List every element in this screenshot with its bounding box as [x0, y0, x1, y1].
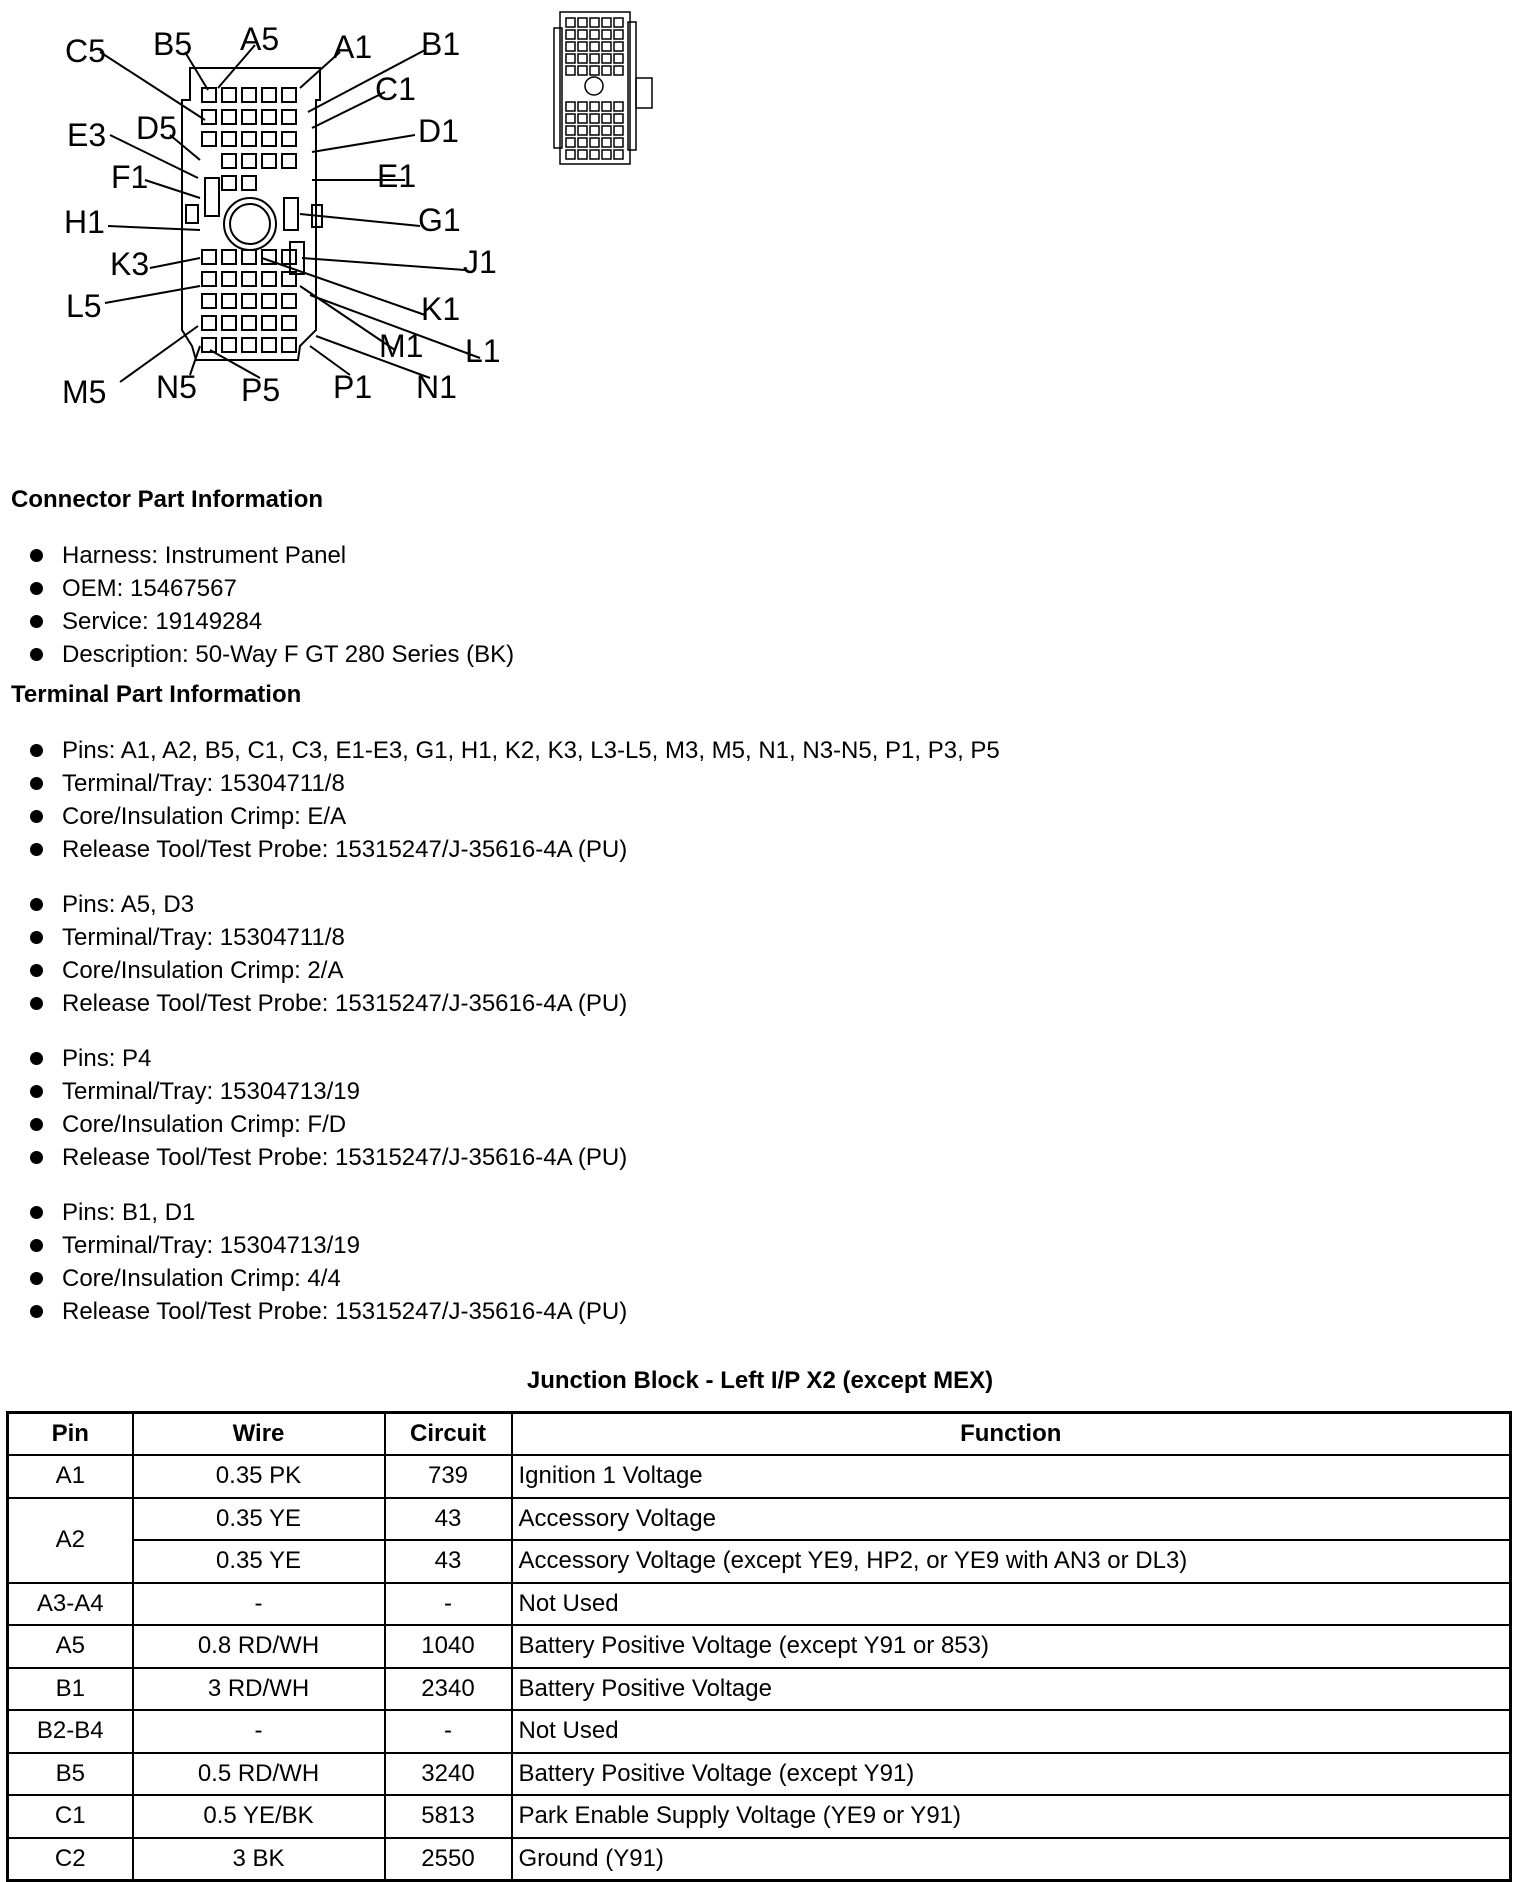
wire-cell: - [133, 1710, 385, 1753]
pin-label: P1 [333, 369, 373, 405]
pin-label: L1 [465, 333, 501, 369]
pin-label: K3 [110, 246, 150, 282]
pinout-table [6, 1411, 1512, 1882]
pin-label: F1 [111, 159, 149, 195]
function-cell: Accessory Voltage (except YE9, HP2, or YE9 with AN3 or DL3) [512, 1540, 1511, 1583]
table-row [8, 1753, 1511, 1796]
terminal-cavity [202, 338, 216, 352]
pin-label: C1 [375, 71, 416, 107]
circuit-cell: 43 [385, 1498, 512, 1541]
table-header-row [8, 1413, 1511, 1456]
terminal-cavity [242, 272, 256, 286]
wire-cell: 0.35 YE [133, 1498, 385, 1541]
connector-thumbnail [552, 8, 662, 170]
thumb-cavity [578, 30, 587, 39]
list-item: Terminal/Tray: 15304713/19 [30, 1229, 627, 1262]
circuit-cell: 3240 [385, 1753, 512, 1796]
function-cell: Battery Positive Voltage (except Y91) [512, 1753, 1511, 1796]
terminal-cavity [242, 338, 256, 352]
terminal-cavity [202, 88, 216, 102]
thumb-cavity [590, 102, 599, 111]
thumb-cavity [590, 66, 599, 75]
pin-cell: C1 [8, 1795, 133, 1838]
thumb-cavity [578, 102, 587, 111]
terminal-cavity [282, 338, 296, 352]
pin-label: M1 [379, 328, 424, 364]
terminal-cavity [202, 272, 216, 286]
list-item: Pins: A1, A2, B5, C1, C3, E1-E3, G1, H1, K2, K3, L3-L5, M3, M5, N1, N3-N5, P1, P3, P5 [30, 734, 1000, 767]
table-row [8, 1795, 1511, 1838]
thumb-cavity [602, 42, 611, 51]
pin-cell: A2 [8, 1498, 133, 1583]
wire-cell: 3 BK [133, 1838, 385, 1881]
list-item: Release Tool/Test Probe: 15315247/J-35616-4A (PU) [30, 987, 627, 1020]
circuit-cell: - [385, 1710, 512, 1753]
pin-label: A1 [333, 29, 373, 65]
header-circuit: Circuit [385, 1413, 512, 1456]
thumb-cavity [614, 66, 623, 75]
thumb-cavity [566, 66, 575, 75]
terminal-cavity [222, 176, 236, 190]
terminal-cavity [222, 250, 236, 264]
thumb-cavity [602, 150, 611, 159]
wire-cell: 0.8 RD/WH [133, 1625, 385, 1668]
list-item: Core/Insulation Crimp: 4/4 [30, 1262, 627, 1295]
table-row [8, 1668, 1511, 1711]
thumb-cavity [590, 18, 599, 27]
thumb-cavity [602, 66, 611, 75]
terminal-cavity [242, 176, 256, 190]
list-item: Pins: B1, D1 [30, 1196, 627, 1229]
terminal-cavity [262, 294, 276, 308]
list-item: Terminal/Tray: 15304713/19 [30, 1075, 627, 1108]
pin-label: D5 [136, 110, 177, 146]
thumb-cavity [578, 18, 587, 27]
terminal-cavity [282, 294, 296, 308]
thumb-cavity [566, 18, 575, 27]
terminal-group-3 [30, 1042, 627, 1174]
terminal-cavity [282, 154, 296, 168]
circuit-cell: 1040 [385, 1625, 512, 1668]
thumb-cavity [614, 114, 623, 123]
terminal-cavity [282, 110, 296, 124]
thumb-cavity [590, 138, 599, 147]
terminal-cavity [222, 338, 236, 352]
terminal-cavity [282, 316, 296, 330]
thumb-cavity [614, 54, 623, 63]
pin-label: K1 [421, 291, 461, 327]
thumb-cavity [590, 114, 599, 123]
list-item: Release Tool/Test Probe: 15315247/J-35616-4A (PU) [30, 1141, 627, 1174]
pin-cell: B1 [8, 1668, 133, 1711]
pin-label: J1 [463, 244, 497, 280]
pin-label: E3 [67, 117, 107, 153]
pin-label: B5 [153, 26, 193, 62]
thumb-cavity [602, 138, 611, 147]
list-item: Terminal/Tray: 15304711/8 [30, 767, 1000, 800]
terminal-cavity [202, 294, 216, 308]
terminal-cavity [282, 88, 296, 102]
table-row [8, 1583, 1511, 1626]
wire-cell: - [133, 1583, 385, 1626]
wire-cell: 3 RD/WH [133, 1668, 385, 1711]
function-cell: Accessory Voltage [512, 1498, 1511, 1541]
thumb-cavity [602, 30, 611, 39]
terminal-cavity [262, 88, 276, 102]
wire-cell: 0.5 YE/BK [133, 1795, 385, 1838]
list-item: Release Tool/Test Probe: 15315247/J-35616-4A (PU) [30, 833, 1000, 866]
table-title: Junction Block - Left I/P X2 (except MEX) [526, 1367, 994, 1394]
list-item: Harness: Instrument Panel [30, 539, 514, 572]
table-row [8, 1455, 1511, 1498]
terminal-cavity [262, 110, 276, 124]
terminal-cavity [222, 316, 236, 330]
header-function: Function [512, 1413, 1511, 1456]
list-item: Service: 19149284 [30, 605, 514, 638]
pin-cell: B2-B4 [8, 1710, 133, 1753]
thumb-cavity [602, 18, 611, 27]
list-item: OEM: 15467567 [30, 572, 514, 605]
thumb-cavity [590, 42, 599, 51]
thumb-cavity [590, 30, 599, 39]
connector-part-heading: Connector Part Information [11, 486, 324, 513]
thumb-cavity [578, 66, 587, 75]
thumb-cavity [614, 126, 623, 135]
table-row [8, 1625, 1511, 1668]
thumb-cavity [566, 150, 575, 159]
pin-cell: C2 [8, 1838, 133, 1881]
circuit-cell: 2550 [385, 1838, 512, 1881]
terminal-cavity [282, 132, 296, 146]
connector-part-list [30, 539, 514, 671]
table-row [8, 1838, 1511, 1881]
terminal-cavity [202, 316, 216, 330]
list-item: Core/Insulation Crimp: F/D [30, 1108, 627, 1141]
pin-label: N1 [416, 369, 457, 405]
pin-label: A5 [240, 21, 280, 57]
thumb-cavity [566, 102, 575, 111]
pin-label: N5 [156, 369, 197, 405]
thumb-cavity [602, 126, 611, 135]
pin-label: B1 [421, 26, 461, 62]
terminal-cavity [222, 110, 236, 124]
thumb-cavity [566, 54, 575, 63]
terminal-cavity [242, 154, 256, 168]
list-item: Release Tool/Test Probe: 15315247/J-35616-4A (PU) [30, 1295, 627, 1328]
terminal-cavity [242, 250, 256, 264]
terminal-cavity [242, 132, 256, 146]
terminal-group-1 [30, 734, 1000, 866]
circuit-cell: 2340 [385, 1668, 512, 1711]
thumb-cavity [578, 126, 587, 135]
pin-label: G1 [418, 202, 461, 238]
wire-cell: 0.35 YE [133, 1540, 385, 1583]
wire-cell: 0.5 RD/WH [133, 1753, 385, 1796]
thumb-cavity [578, 114, 587, 123]
thumb-cavity [614, 30, 623, 39]
function-cell: Ignition 1 Voltage [512, 1455, 1511, 1498]
thumb-cavity [578, 54, 587, 63]
thumb-cavity [602, 54, 611, 63]
terminal-cavity [222, 132, 236, 146]
pin-label: M5 [62, 374, 107, 410]
terminal-cavity [242, 88, 256, 102]
list-item: Description: 50-Way F GT 280 Series (BK) [30, 638, 514, 671]
terminal-cavity [262, 132, 276, 146]
terminal-group-2 [30, 888, 627, 1020]
terminal-cavity [202, 110, 216, 124]
thumb-cavity [590, 54, 599, 63]
header-pin: Pin [8, 1413, 133, 1456]
wire-cell: 0.35 PK [133, 1455, 385, 1498]
pin-label: H1 [64, 204, 105, 240]
thumb-cavity [578, 138, 587, 147]
function-cell: Not Used [512, 1710, 1511, 1753]
thumb-cavity [614, 150, 623, 159]
pin-label: C5 [65, 33, 106, 69]
pin-label: P5 [241, 372, 281, 408]
list-item: Core/Insulation Crimp: E/A [30, 800, 1000, 833]
terminal-cavity [222, 154, 236, 168]
connector-face-diagram [0, 0, 560, 440]
terminal-cavity [202, 250, 216, 264]
thumb-cavity [566, 126, 575, 135]
function-cell: Park Enable Supply Voltage (YE9 or Y91) [512, 1795, 1511, 1838]
thumb-cavity [614, 18, 623, 27]
thumb-cavity [614, 102, 623, 111]
terminal-cavity [262, 316, 276, 330]
terminal-part-heading: Terminal Part Information [11, 681, 302, 708]
terminal-cavity [222, 88, 236, 102]
list-item: Pins: A5, D3 [30, 888, 627, 921]
table-row [8, 1710, 1511, 1753]
thumb-cavity [590, 150, 599, 159]
function-cell: Ground (Y91) [512, 1838, 1511, 1881]
circuit-cell: - [385, 1583, 512, 1626]
terminal-cavity [222, 294, 236, 308]
thumb-cavity [602, 102, 611, 111]
thumb-cavity [566, 30, 575, 39]
terminal-cavity [242, 294, 256, 308]
terminal-cavity [222, 272, 236, 286]
pin-label: E1 [377, 158, 417, 194]
thumb-cavity [614, 138, 623, 147]
pin-cell: A1 [8, 1455, 133, 1498]
table-row [8, 1540, 1511, 1583]
header-wire: Wire [133, 1413, 385, 1456]
circuit-cell: 739 [385, 1455, 512, 1498]
circuit-cell: 5813 [385, 1795, 512, 1838]
thumb-cavity [590, 126, 599, 135]
terminal-cavity [242, 110, 256, 124]
thumb-cavity [578, 42, 587, 51]
list-item: Core/Insulation Crimp: 2/A [30, 954, 627, 987]
terminal-cavity [242, 316, 256, 330]
terminal-cavity [202, 132, 216, 146]
pin-cell: A5 [8, 1625, 133, 1668]
list-item: Pins: P4 [30, 1042, 627, 1075]
function-cell: Battery Positive Voltage [512, 1668, 1511, 1711]
list-item: Terminal/Tray: 15304711/8 [30, 921, 627, 954]
table-row [8, 1498, 1511, 1541]
pin-label: L5 [66, 288, 102, 324]
terminal-cavity [262, 338, 276, 352]
function-cell: Battery Positive Voltage (except Y91 or 853) [512, 1625, 1511, 1668]
terminal-cavity [262, 154, 276, 168]
thumb-cavity [614, 42, 623, 51]
pin-cell: B5 [8, 1753, 133, 1796]
thumb-cavity [578, 150, 587, 159]
terminal-group-4 [30, 1196, 627, 1328]
thumb-cavity [566, 138, 575, 147]
terminal-cavity [262, 272, 276, 286]
thumb-cavity [602, 114, 611, 123]
thumb-cavity [566, 42, 575, 51]
thumb-cavity [566, 114, 575, 123]
function-cell: Not Used [512, 1583, 1511, 1626]
pin-cell: A3-A4 [8, 1583, 133, 1626]
pin-label: D1 [418, 113, 459, 149]
circuit-cell: 43 [385, 1540, 512, 1583]
